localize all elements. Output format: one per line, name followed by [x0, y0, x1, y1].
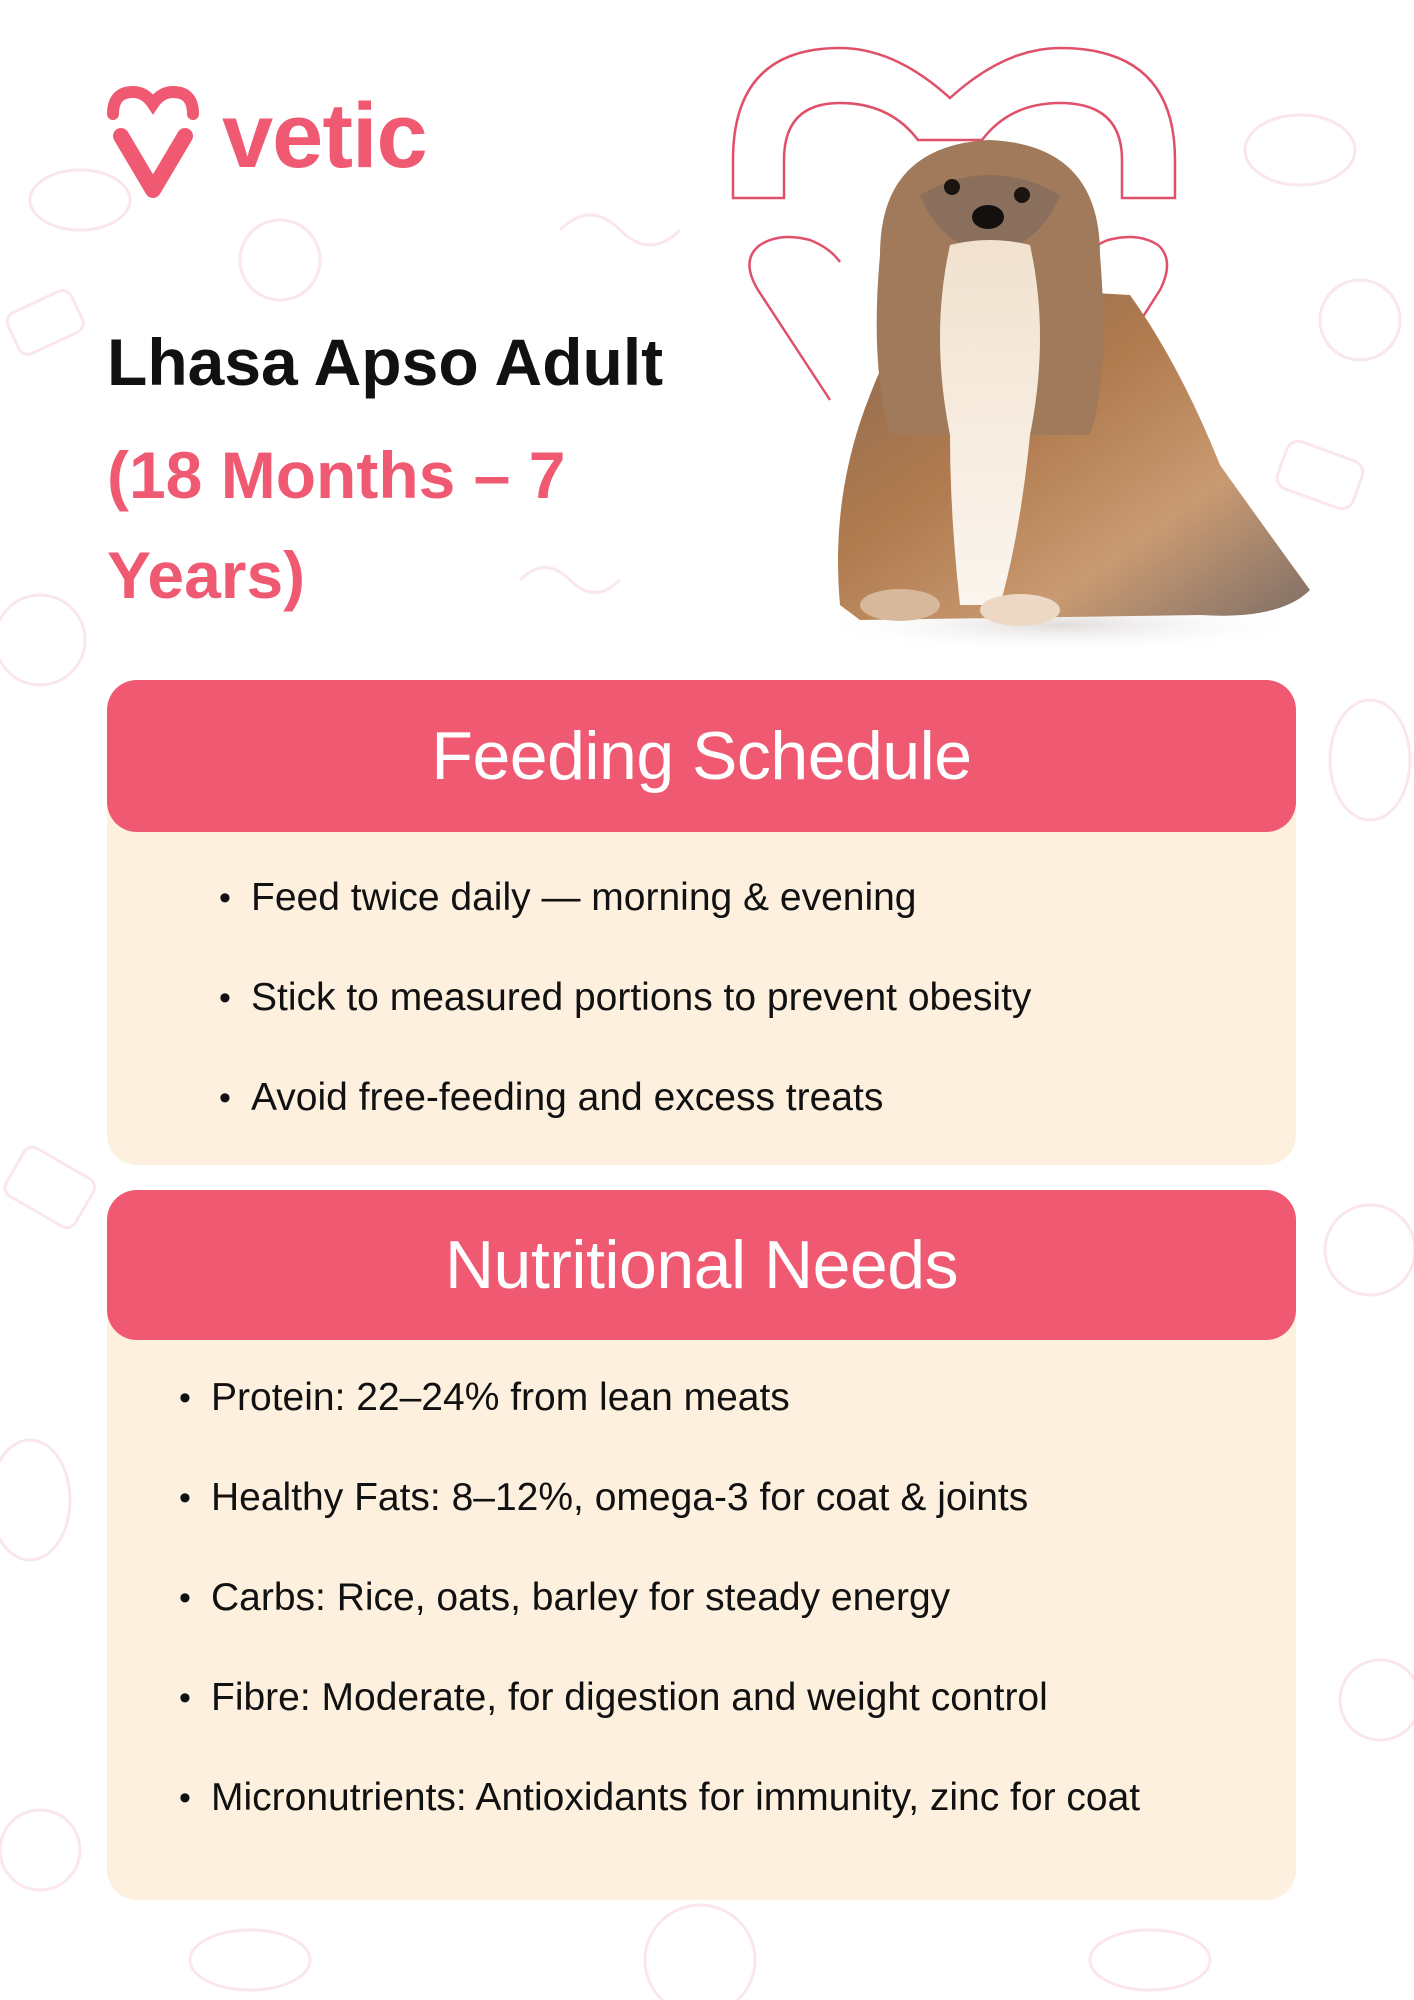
feeding-schedule-card: [107, 680, 1296, 1165]
list-item: • Stick to measured portions to prevent obesity: [219, 975, 1219, 1021]
list-item: • Avoid free-feeding and excess treats: [219, 1075, 1219, 1121]
logo-wordmark: vetic: [222, 85, 427, 187]
feeding-schedule-list: [219, 875, 1219, 1175]
list-item: • Healthy Fats: 8–12%, omega-3 for coat & joints: [179, 1475, 1239, 1521]
list-item: • Micronutrients: Antioxidants for immunity, zinc for coat: [179, 1775, 1239, 1821]
list-item: • Protein: 22–24% from lean meats: [179, 1375, 1239, 1421]
feeding-schedule-header: [107, 680, 1296, 832]
page-title: Lhasa Apso Adult: [107, 325, 664, 399]
list-item: • Feed twice daily — morning & evening: [219, 875, 1219, 921]
feeding-schedule-heading: Feeding Schedule: [431, 718, 972, 794]
list-item: • Carbs: Rice, oats, barley for steady energy: [179, 1575, 1239, 1621]
nutritional-needs-header: [107, 1190, 1296, 1340]
nutritional-needs-card: [107, 1190, 1296, 1900]
vetic-logo: [107, 85, 427, 198]
vetic-heart-v-icon: [107, 86, 199, 198]
nutritional-needs-list: [179, 1375, 1239, 1875]
list-item: • Fibre: Moderate, for digestion and weight control: [179, 1675, 1239, 1721]
nutritional-needs-heading: Nutritional Needs: [444, 1227, 959, 1303]
age-range-subtitle: (18 Months – 7 Years): [107, 438, 566, 612]
lhasa-apso-dog-image: [800, 135, 1320, 655]
